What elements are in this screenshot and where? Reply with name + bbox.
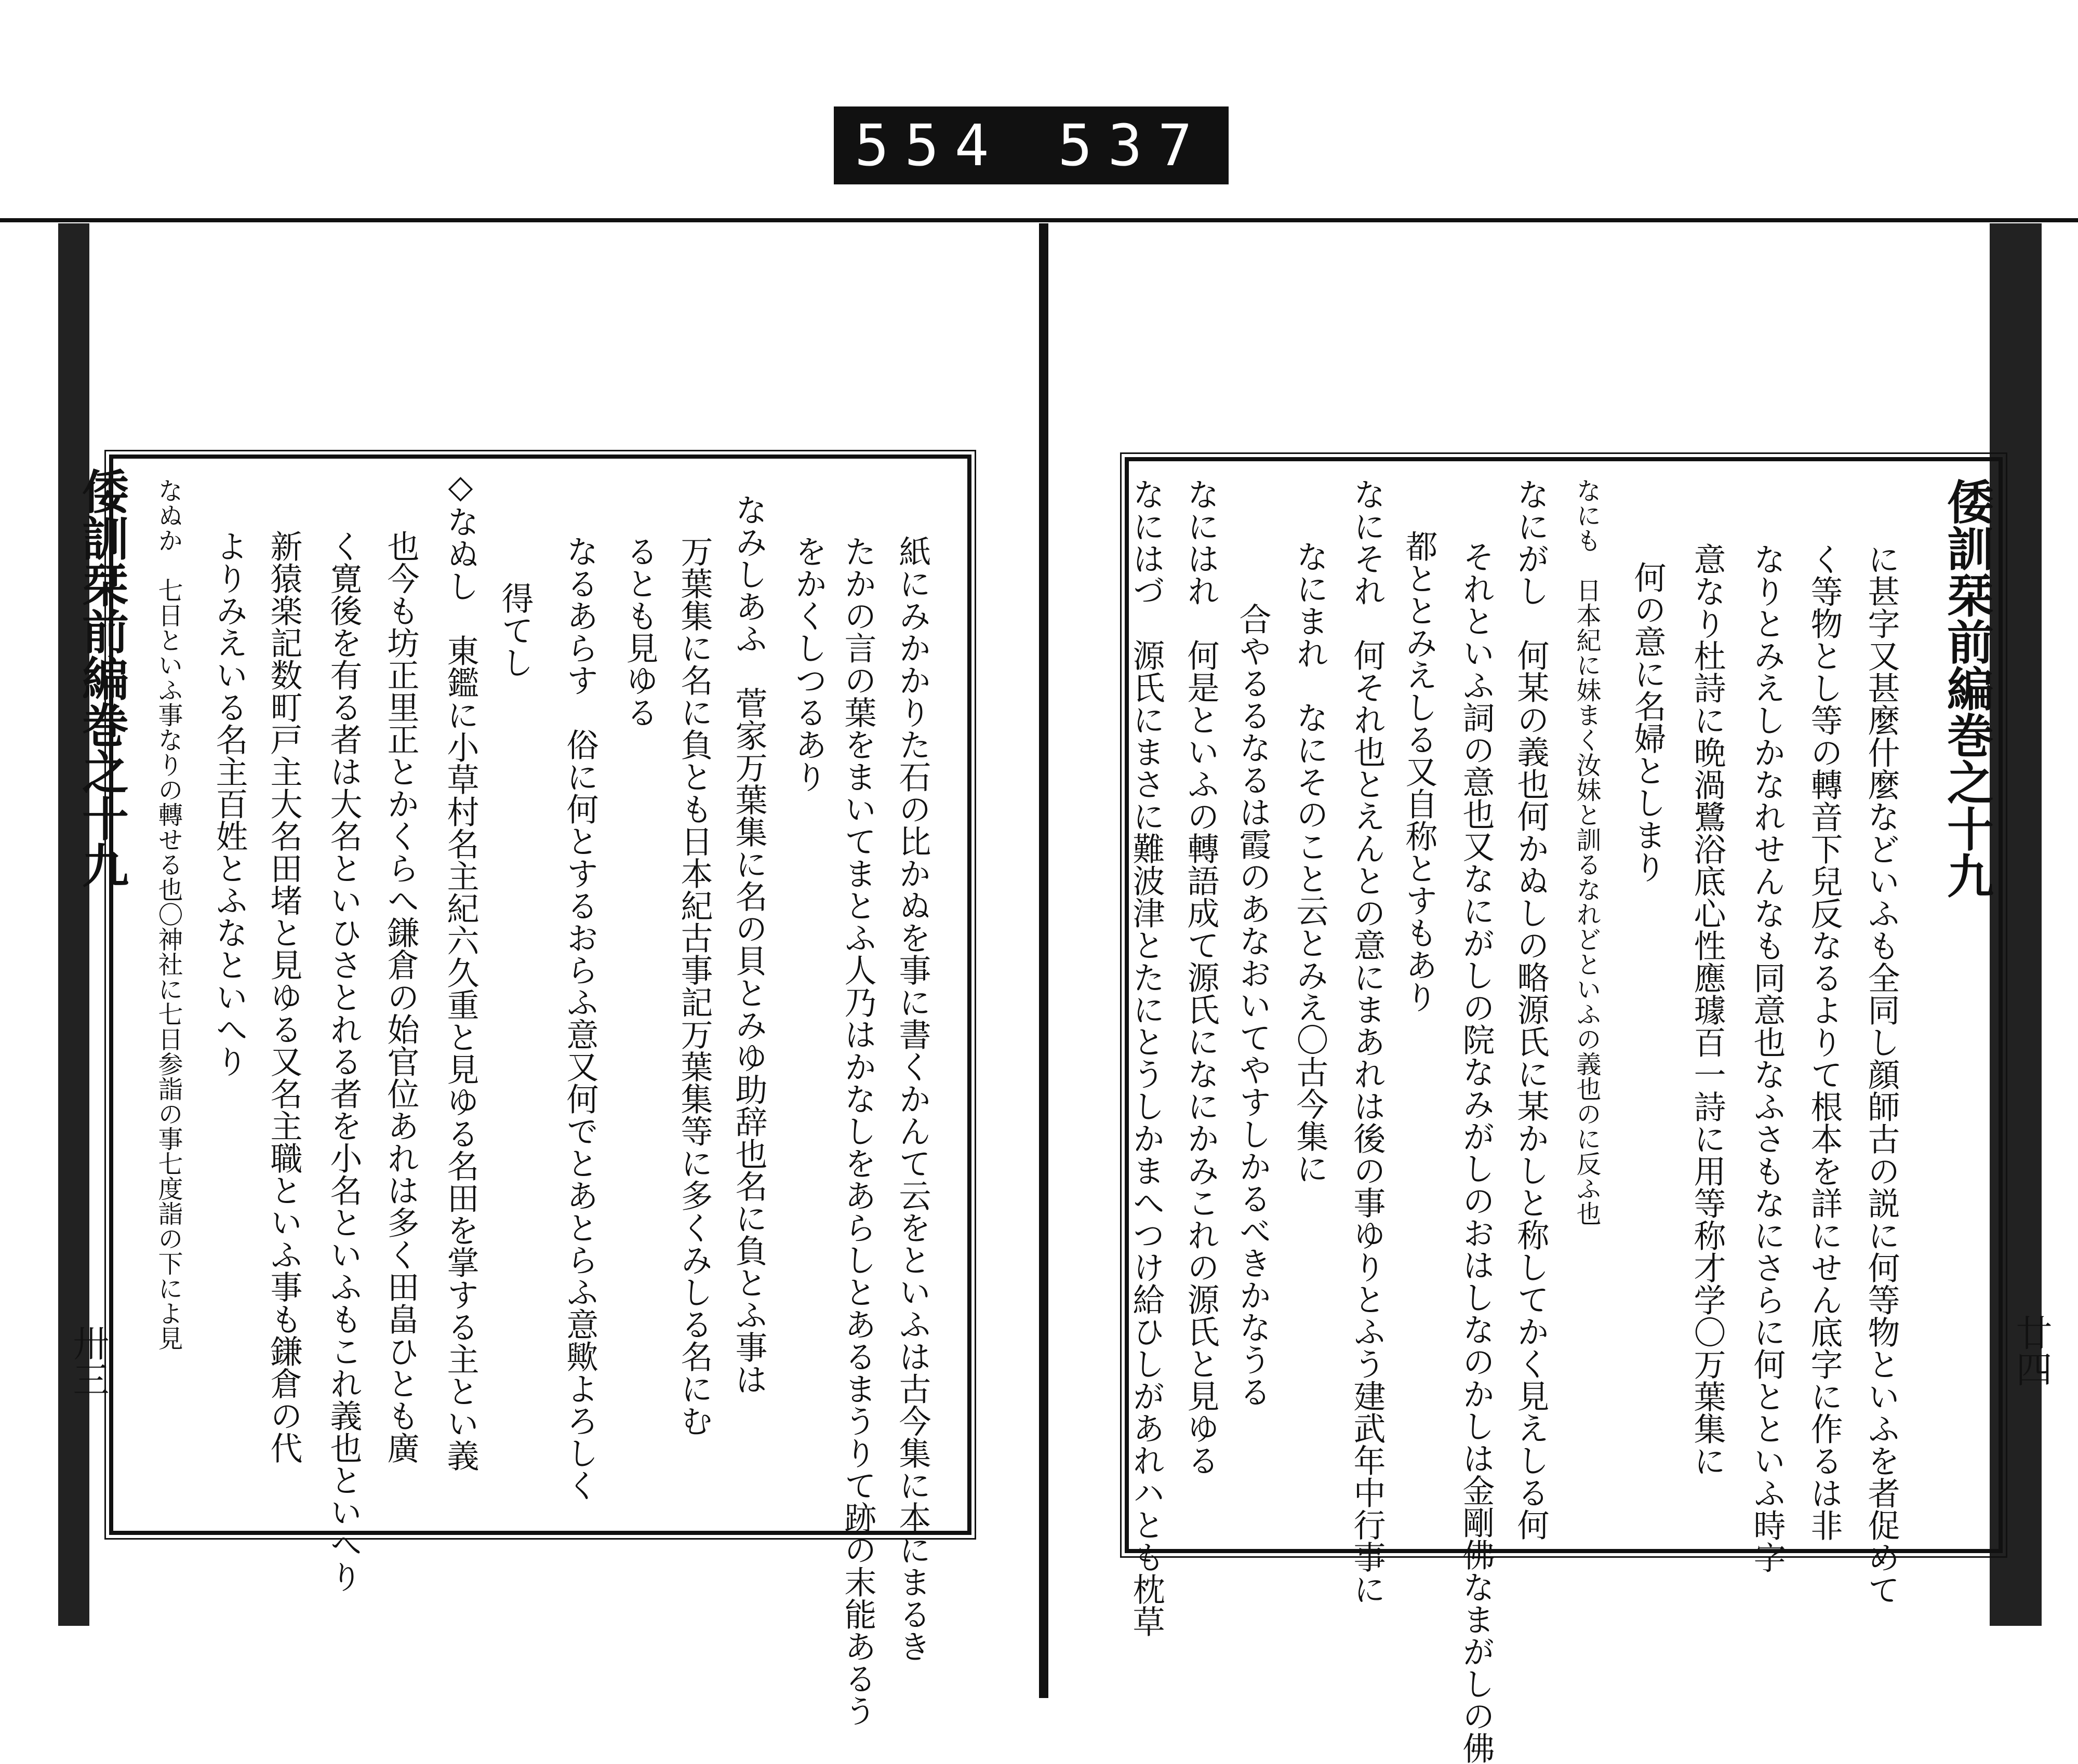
text-column: く等物とし等の轉音下兒反なるよりて根本を詳にせん底字に作るは非	[1805, 543, 1843, 1541]
text-column: それといふ詞の意也又なにがしの院なみがしのおはしなのかしは金剛佛なまがしの佛	[1457, 540, 1495, 1764]
text-column: るとも見ゆる	[621, 535, 659, 728]
text-column: 新猿楽記数町戸主大名田堵と見ゆる又名主職といふ事も鎌倉の代	[265, 530, 303, 1464]
text-column: 万葉集に名に負とも日本紀古事記万葉集等に多くみしる名にむ	[675, 535, 713, 1437]
text-column: 意なり杜詩に晩渦鷺浴底心性應璩百一詩に用等称才学〇万葉集に	[1688, 543, 1726, 1477]
counter-right: 537	[1058, 112, 1208, 179]
book-top-edge	[0, 218, 2078, 222]
counter-left: 554	[855, 112, 1005, 179]
text-column: 得てし	[496, 582, 534, 678]
text-column: 都ととみえしる又自称とすもあり	[1400, 530, 1438, 1013]
text-column: なみしあふ 菅家万葉集に名の貝とみゆ助辞也名に負とふ事は	[730, 493, 768, 1395]
text-column: なにはづ 源氏にまさに難波津とたにとうしかまへつけ給ひしがあれハとも枕草	[1127, 478, 1165, 1637]
text-column: ◇なぬし 東鑑に小草村名主紀六久重と見ゆる名田を掌する主とい義	[442, 467, 479, 1472]
text-column: 紙にみかかりた石の比かぬを事に書くかんて云をといふは古今集に本にまるき	[894, 535, 931, 1662]
text-column: なりとみえしかなれせんなも同意也なふさもなにさらに何とといふ時字	[1748, 543, 1786, 1573]
text-column: く寛後を有る者は大名といひさとれる者を小名といふもこれ義也といへり	[325, 530, 363, 1593]
text-column: 也今も坊正里正とかくらへ鎌倉の始官位あれは多く田畠ひとも廣	[382, 530, 420, 1464]
text-column: 何の意に名婦としまり	[1629, 561, 1667, 883]
left-page-title: 倭訓栞前編巻之十九	[74, 467, 129, 888]
left-page-folio: 卅三	[67, 1325, 110, 1397]
text-column: なぬか 七日といふ事なりの轉せる也〇神社に七日参詣の事七度詣の下によ見	[154, 478, 183, 1351]
text-column: たかの言の葉をまいてまとふ人乃はかなしをあらしとあるまうりて跡の末能あるう	[839, 535, 877, 1727]
text-column: なにも 日本紀に妹まく汝妹と訓るなれどといふの義也のに反ふ也	[1572, 478, 1601, 1226]
text-column: をかくしつるあり	[790, 535, 828, 793]
text-column: なにはれ 何是といふの轉語成て源氏になにかみこれの源氏と見ゆる	[1182, 478, 1220, 1476]
book-gutter	[1039, 223, 1048, 1698]
right-page-folio: 廿四	[2010, 1314, 2053, 1387]
text-column: なにがし 何某の義也何かぬしの略源氏に某かしと称してかく見えしる何	[1512, 478, 1550, 1541]
text-column: 合やるるなるは霞のあなおいてやすしかるべきかなうる	[1234, 603, 1272, 1408]
right-page-title: 倭訓栞前編巻之十九	[1939, 478, 1994, 899]
frame-counter-label	[834, 106, 1229, 184]
text-column: なるあらす 俗に何とするおらふ意又何でとあとらふ意歟よろしく	[561, 535, 599, 1501]
text-column: よりみえいる名主百姓とふなといへり	[210, 530, 248, 1077]
page-edge-left	[58, 223, 89, 1626]
text-column: に甚字又甚麼什麼などいふも全同し顔師古の説に何等物といふを者促めて	[1862, 543, 1900, 1606]
text-column: なにそれ 何それ也とえんとの意にまあれは後の事ゆりとふう建武年中行事に	[1348, 478, 1386, 1605]
text-column: なにまれ なにそのこと云とみえ〇古今集に	[1291, 540, 1329, 1184]
